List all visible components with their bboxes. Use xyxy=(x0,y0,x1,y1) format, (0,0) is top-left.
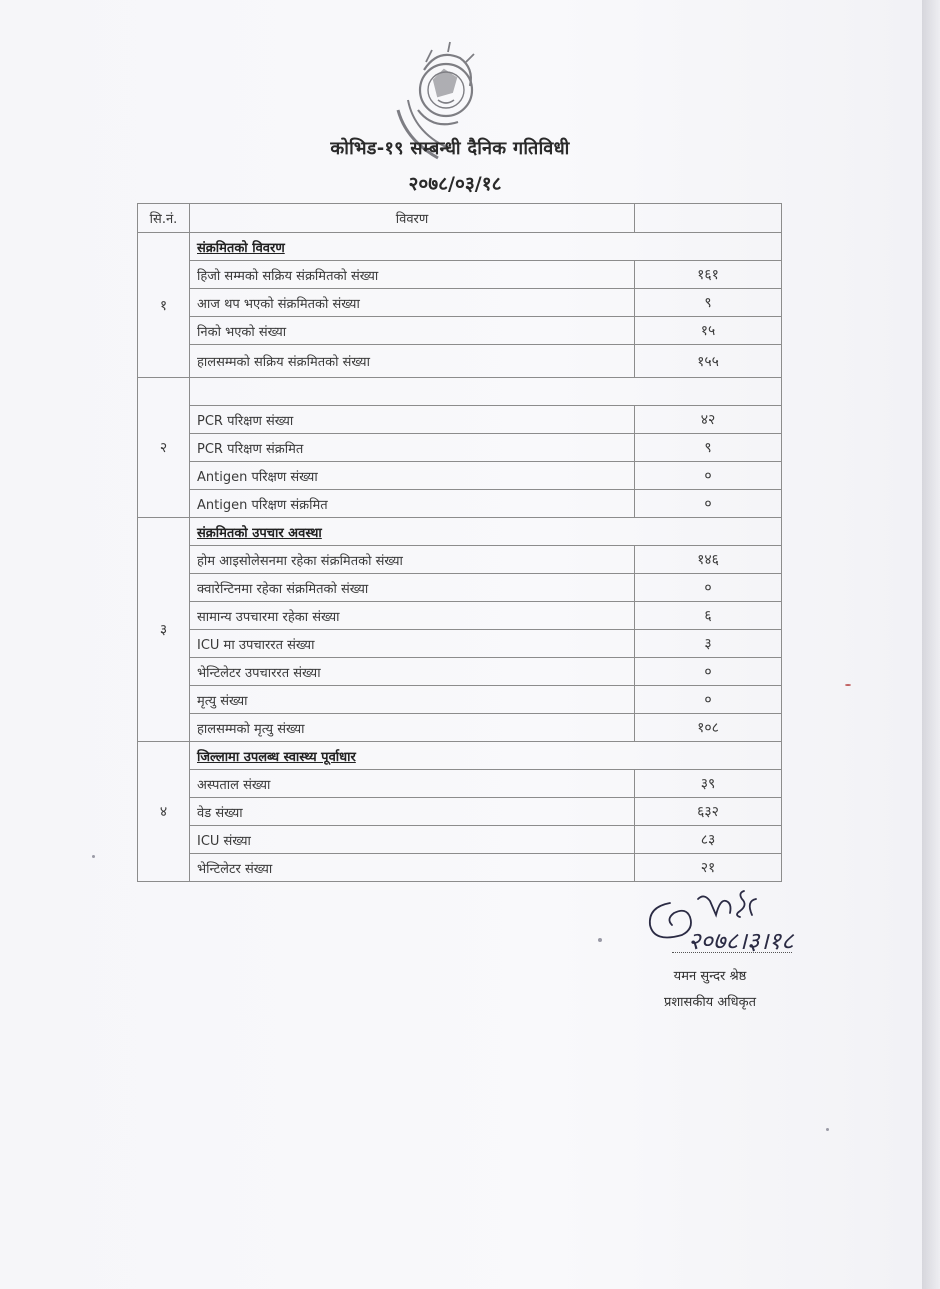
row-label: वेड संख्या xyxy=(190,798,635,826)
row-value: २१ xyxy=(635,854,782,882)
row-value: ९ xyxy=(635,434,782,462)
table-row xyxy=(138,630,782,658)
row-label: होम आइसोलेसनमा रहेका संक्रमितको संख्या xyxy=(190,546,635,574)
row-value: ० xyxy=(635,462,782,490)
section-heading: संक्रमितको उपचार अवस्था xyxy=(190,518,782,546)
row-value: ९ xyxy=(635,289,782,317)
table-row xyxy=(138,686,782,714)
signature-date-scrawl: २०७८।३।१८ xyxy=(688,927,794,955)
row-value: ६ xyxy=(635,602,782,630)
table-row xyxy=(138,345,782,378)
header-description: विवरण xyxy=(190,204,635,233)
scan-speck xyxy=(598,938,602,942)
section-serial-number: ३ xyxy=(138,518,190,742)
table-header-row xyxy=(138,204,782,233)
table-row xyxy=(138,462,782,490)
table-row xyxy=(138,714,782,742)
row-value: ० xyxy=(635,686,782,714)
section-heading-row xyxy=(138,742,782,770)
page-edge xyxy=(922,0,940,1289)
table-row xyxy=(138,574,782,602)
row-label: PCR परिक्षण संक्रमित xyxy=(190,434,635,462)
table-row xyxy=(138,546,782,574)
scan-speck xyxy=(92,855,95,858)
row-label: सामान्य उपचारमा रहेका संख्या xyxy=(190,602,635,630)
row-label: ICU संख्या xyxy=(190,826,635,854)
scan-speck xyxy=(826,1128,829,1131)
section-heading: संक्रमितको विवरण xyxy=(190,233,782,261)
row-label: भेन्टिलेटर संख्या xyxy=(190,854,635,882)
row-value: १४६ xyxy=(635,546,782,574)
section-heading-row xyxy=(138,233,782,261)
row-label: PCR परिक्षण संख्या xyxy=(190,406,635,434)
row-label: हालसम्मको सक्रिय संक्रमितको संख्या xyxy=(190,345,635,378)
report-date: २०७८/०३/१८ xyxy=(408,173,502,195)
table-row xyxy=(138,770,782,798)
table-row xyxy=(138,854,782,882)
page-title: कोभिड-१९ सम्बन्धी दैनिक गतिविधी xyxy=(330,138,570,159)
section-heading-row xyxy=(138,378,782,406)
row-value: ६३२ xyxy=(635,798,782,826)
row-label: निको भएको संख्या xyxy=(190,317,635,345)
table-row xyxy=(138,289,782,317)
row-value: १५ xyxy=(635,317,782,345)
section-heading-row xyxy=(138,518,782,546)
row-value: ० xyxy=(635,490,782,518)
row-value: १०८ xyxy=(635,714,782,742)
row-value: ८३ xyxy=(635,826,782,854)
signatory-name: यमन सुन्दर श्रेष्ठ xyxy=(673,969,747,984)
row-label: आज थप भएको संक्रमितको संख्या xyxy=(190,289,635,317)
signatory-designation: प्रशासकीय अधिकृत xyxy=(663,995,757,1010)
signature-line xyxy=(672,952,792,953)
row-value: ३९ xyxy=(635,770,782,798)
row-value: ० xyxy=(635,658,782,686)
section-serial-number: २ xyxy=(138,378,190,518)
row-label: भेन्टिलेटर उपचाररत संख्या xyxy=(190,658,635,686)
header-serial-number: सि.नं. xyxy=(138,204,190,233)
row-label: हिजो सम्मको सक्रिय संक्रमितको संख्या xyxy=(190,261,635,289)
table-row xyxy=(138,602,782,630)
section-heading: जिल्लामा उपलब्ध स्वास्थ्य पूर्वाधार xyxy=(190,742,782,770)
handwritten-signature xyxy=(640,885,820,960)
row-label: Antigen परिक्षण संक्रमित xyxy=(190,490,635,518)
row-value: १६१ xyxy=(635,261,782,289)
row-value: ३ xyxy=(635,630,782,658)
row-label: क्वारेन्टिनमा रहेका संक्रमितको संख्या xyxy=(190,574,635,602)
row-label: मृत्यु संख्या xyxy=(190,686,635,714)
row-label: Antigen परिक्षण संख्या xyxy=(190,462,635,490)
table-row xyxy=(138,826,782,854)
table-row xyxy=(138,434,782,462)
table-row xyxy=(138,317,782,345)
row-label: ICU मा उपचाररत संख्या xyxy=(190,630,635,658)
row-label: अस्पताल संख्या xyxy=(190,770,635,798)
row-value: १५५ xyxy=(635,345,782,378)
section-heading xyxy=(190,378,782,406)
scan-speck xyxy=(845,684,851,686)
row-label: हालसम्मको मृत्यु संख्या xyxy=(190,714,635,742)
table-row xyxy=(138,490,782,518)
row-value: ४२ xyxy=(635,406,782,434)
table-row xyxy=(138,798,782,826)
section-serial-number: ४ xyxy=(138,742,190,882)
row-value: ० xyxy=(635,574,782,602)
section-serial-number: १ xyxy=(138,233,190,378)
table-row xyxy=(138,658,782,686)
header-value xyxy=(635,204,782,233)
table-row xyxy=(138,406,782,434)
covid-activity-table xyxy=(137,203,782,882)
table-row xyxy=(138,261,782,289)
